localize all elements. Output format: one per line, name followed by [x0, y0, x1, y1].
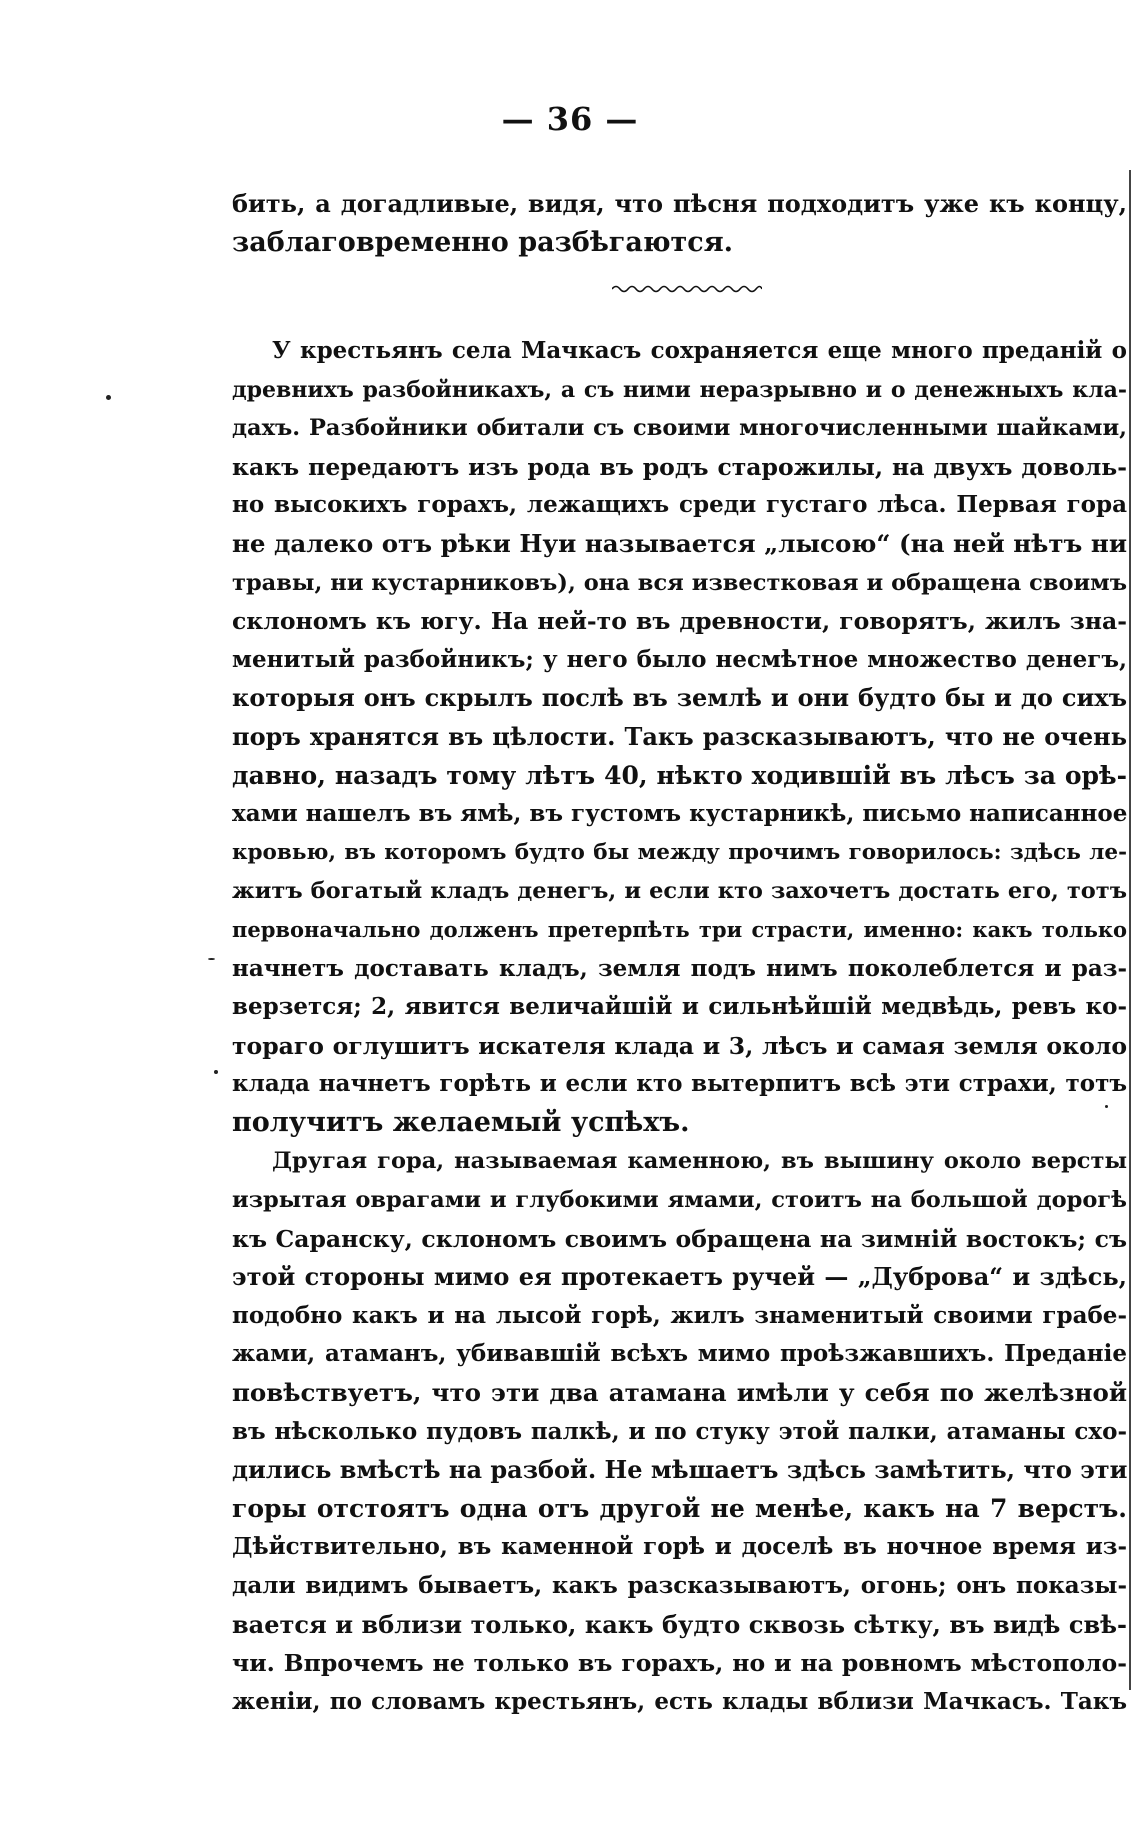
scan-speck [1105, 1105, 1108, 1108]
text-line: дали видимъ бываетъ, какъ разсказываютъ, огонь; онъ показы- [232, 1572, 1127, 1599]
main-text-block [232, 332, 1127, 1721]
text-line: бить, а догадливые, видя, что пѣсня подходитъ уже къ концу, [232, 189, 1127, 218]
text-line: подобно какъ и на лысой горѣ, жилъ знаменитый своими грабе- [232, 1301, 1127, 1329]
page-number: — 36 — [501, 100, 639, 138]
scan-speck [208, 958, 215, 960]
text-line: начнетъ доставать кладъ, земля подъ нимъ поколеблется и раз- [232, 954, 1127, 982]
section-divider [612, 283, 762, 295]
text-line: хами нашелъ въ ямѣ, въ густомъ кустарникѣ, письмо написанное [232, 800, 1127, 828]
text-line: вается и вблизи только, какъ будто сквозь сѣтку, въ видѣ свѣ- [232, 1609, 1127, 1639]
text-line: дахъ. Разбойники обитали съ своими многочисленными шайками, [232, 415, 1127, 442]
text-line: этой стороны мимо ея протекаетъ ручей — „Дуброва“ и здѣсь, [232, 1262, 1127, 1292]
text-line: древнихъ разбойникахъ, а съ ними неразрывно и о денежныхъ кла- [232, 376, 1127, 403]
text-line: житъ богатый кладъ денегъ, и если кто захочетъ достать его, тотъ [232, 878, 1127, 905]
text-line: Другая гора, называемая каменною, въ вышину около версты [272, 1148, 1127, 1175]
text-line: У крестьянъ села Мачкасъ сохраняется еще много преданій о [272, 337, 1127, 364]
text-line: первоначально долженъ претерпѣть три страсти, именно: какъ только [232, 916, 1127, 942]
scan-speck [106, 395, 111, 400]
text-line: женіи, по словамъ крестьянъ, есть клады вблизи Мачкасъ. Такъ [232, 1687, 1127, 1715]
text-line: горы отстоятъ одна отъ другой не менѣе, какъ на 7 верстъ. [232, 1493, 1127, 1523]
text-line: травы, ни кустарниковъ), она вся известковая и обращена своимъ [232, 569, 1127, 596]
text-line: получитъ желаемый успѣхъ. [232, 1106, 690, 1138]
text-line: поръ хранятся въ цѣлости. Такъ разсказываютъ, что не очень [232, 721, 1127, 751]
intro-paragraph-end [232, 185, 1127, 262]
text-line: давно, назадъ тому лѣтъ 40, нѣкто ходившій въ лѣсъ за орѣ- [232, 760, 1127, 790]
text-line: менитый разбойникъ; у него было несмѣтное множество денегъ, [232, 645, 1127, 673]
text-line: повѣствуетъ, что эти два атамана имѣли у себя по желѣзной [232, 1378, 1127, 1408]
text-line: склономъ къ югу. На ней-то въ древности, говорятъ, жилъ зна- [232, 607, 1127, 636]
text-line: чи. Впрочемъ не только въ горахъ, но и на ровномъ мѣстополо- [232, 1649, 1127, 1678]
text-line: верзется; 2, явится величайшій и сильнѣйшій медвѣдь, ревъ ко- [232, 993, 1127, 1021]
text-line: заблаговременно разбѣгаются. [232, 226, 734, 258]
text-line: въ нѣсколько пудовъ палкѣ, и по стуку этой палки, атаманы схо- [232, 1417, 1127, 1445]
text-line: какъ передаютъ изъ рода въ родъ старожилы, на двухъ доволь- [232, 452, 1127, 481]
text-line: которыя онъ скрылъ послѣ въ землѣ и они будто бы и до сихъ [232, 683, 1127, 713]
text-line: дились вмѣстѣ на разбой. Не мѣшаетъ здѣсь замѣтить, что эти [232, 1455, 1127, 1485]
text-line: не далеко отъ рѣки Нуи называется „лысою“ (на ней нѣтъ ни [232, 528, 1127, 558]
text-line: изрытая оврагами и глубокими ямами, стоитъ на большой дорогѣ [232, 1187, 1127, 1214]
text-line: жами, атаманъ, убивавшій всѣхъ мимо проѣзжавшихъ. Преданіе [232, 1340, 1127, 1368]
text-line: тораго оглушитъ искателя клада и 3, лѣсъ и самая земля около [232, 1031, 1127, 1060]
text-line: но высокихъ горахъ, лежащихъ среди густаго лѣса. Первая гора [232, 491, 1127, 519]
text-line: кровью, въ которомъ будто бы между прочимъ говорилось: здѣсь ле- [232, 839, 1127, 865]
page-edge-rule [1129, 170, 1131, 1690]
scan-speck [214, 1070, 218, 1074]
text-line: къ Саранску, склономъ своимъ обращена на зимній востокъ; съ [232, 1224, 1127, 1253]
text-line: Дѣйствительно, въ каменной горѣ и доселѣ въ ночное время из- [232, 1533, 1127, 1561]
text-line: клада начнетъ горѣть и если кто вытерпитъ всѣ эти страхи, тотъ [232, 1070, 1127, 1098]
